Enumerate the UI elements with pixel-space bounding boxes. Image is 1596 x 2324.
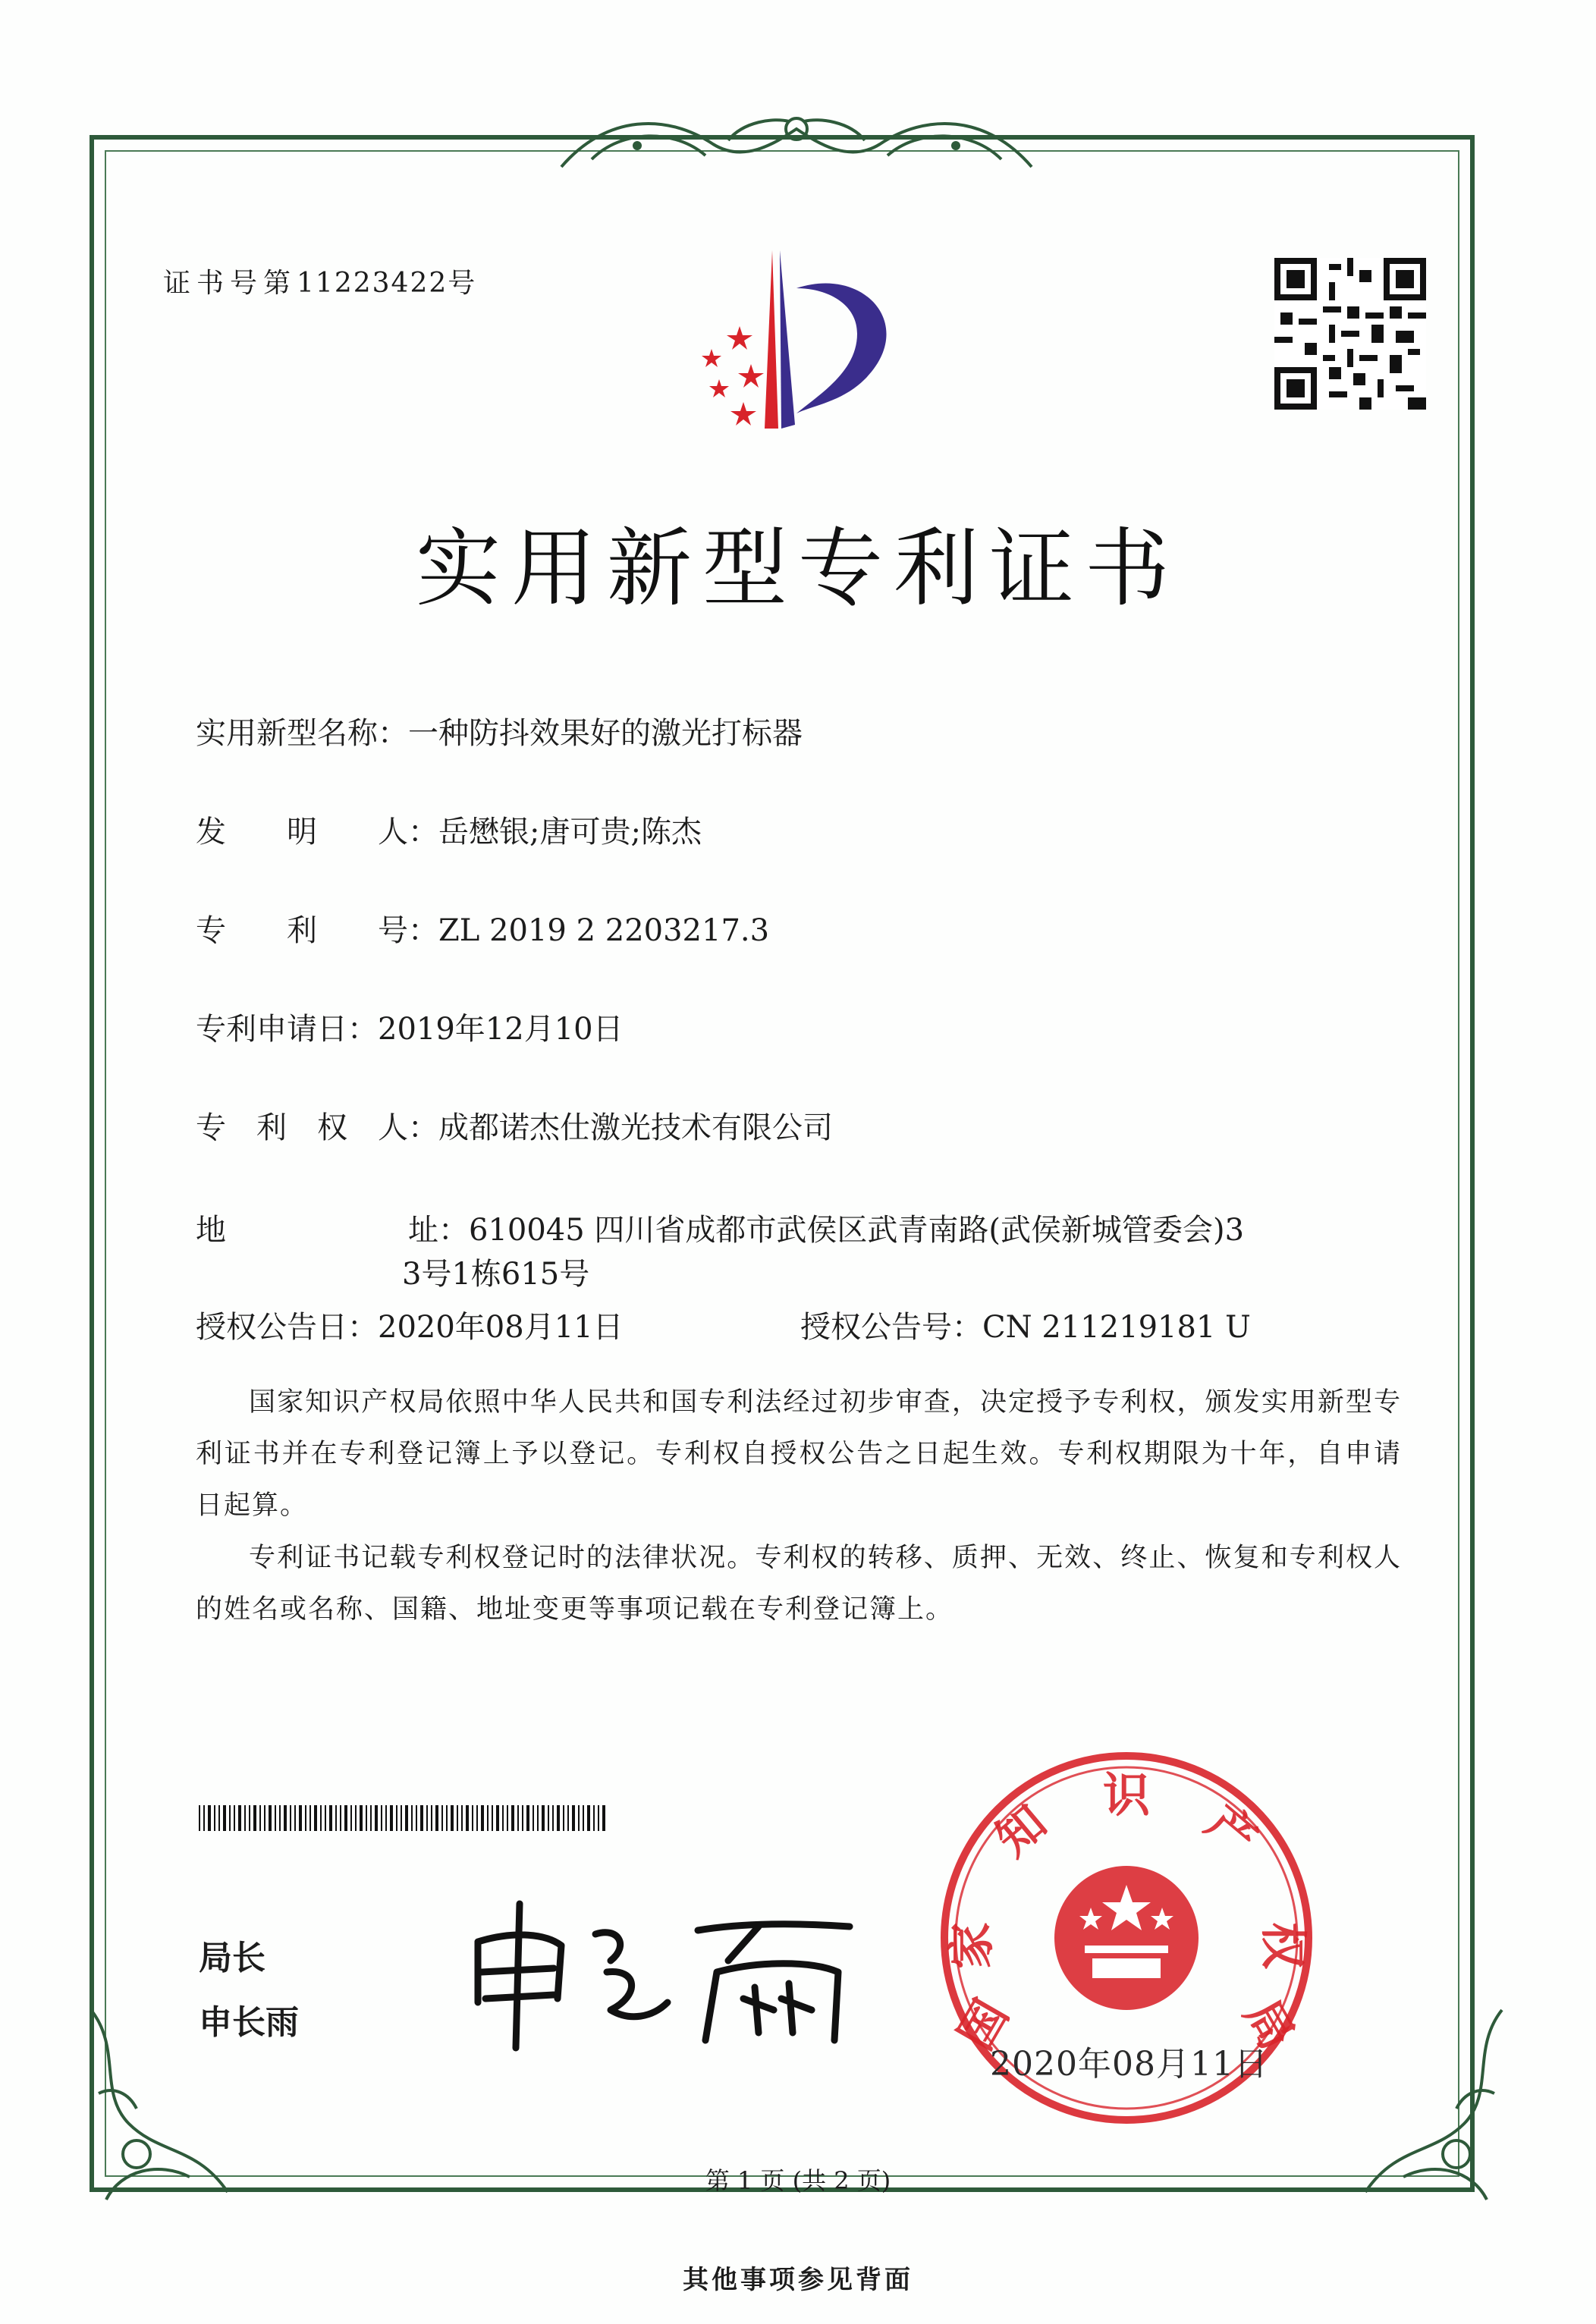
certificate-title: 实用新型专利证书 [416,520,1180,618]
address-value-line1: 610045 四川省成都市武侯区武青南路(武侯新城管委会)3 [469,1213,1245,1248]
top-ornament-icon [546,99,1047,182]
patentee-label: 专 利 权 人： [196,1110,438,1145]
certificate-number-suffix: 号 [448,268,477,299]
grant-number-label: 授权公告号： [800,1310,982,1345]
utility-model-name-label: 实用新型名称： [196,716,408,751]
application-date-row [196,1005,624,1048]
patentee-row [196,1104,833,1147]
svg-text:识: 识 [1102,1767,1151,1823]
svg-text:产: 产 [1195,1794,1268,1867]
patent-number-value: ZL 2019 2 2203217.3 [438,913,770,948]
grant-date-row [196,1303,624,1346]
footer-note: 其他事项参见背面 [683,2265,913,2295]
patent-number-row [196,906,769,950]
barcode-icon [199,1805,608,1831]
svg-text:权: 权 [1255,1921,1311,1970]
certificate-number-label: 证书号第 [163,268,297,299]
grant-date-label: 授权公告日： [196,1310,378,1345]
page-number: 第 1 页 (共 2 页) [705,2166,891,2195]
grant-number-value: CN 211219181 U [982,1310,1251,1345]
svg-text:家: 家 [944,1921,999,1970]
body-paragraph-1: 国家知识产权局依照中华人民共和国专利法经过初步审查，决定授予专利权，颁发实用新型专利证书并在专利登记簿上予以登记。专利权自授权公告之日起生效。专利权期限为十年，自申请日起算。 [196,1387,1402,1521]
address-row [196,1206,1244,1249]
svg-text:局: 局 [1233,1990,1305,2059]
qr-code-icon [1274,258,1426,410]
director-title: 局长 [199,1939,265,1977]
application-date-label: 专利申请日： [196,1012,378,1047]
certificate-number [163,262,476,300]
handwritten-signature [455,1889,880,2055]
grant-number-row [800,1303,1251,1346]
application-date-value: 2019年12月10日 [378,1012,624,1047]
cnipa-emblem-icon [668,243,925,448]
svg-text:国: 国 [947,1990,1019,2059]
address-value-line2: 3号1栋615号 [402,1257,590,1292]
body-paragraph-2: 专利证书记载专利权登记时的法律状况。专利权的转移、质押、无效、终止、恢复和专利权人的姓名或名称、国籍、地址变更等事项记载在专利登记簿上。 [196,1543,1402,1625]
inventor-row [196,808,702,851]
patent-number-label: 专 利 号： [196,913,438,948]
certificate-number-value: 11223422 [297,268,448,299]
grant-date-value: 2020年08月11日 [378,1310,624,1345]
utility-model-name-value: 一种防抖效果好的激光打标器 [408,716,803,751]
address-label: 地 址： [196,1213,469,1248]
inventor-value: 岳懋银;唐可贵;陈杰 [438,815,702,850]
svg-text:知: 知 [985,1794,1057,1867]
utility-model-name-row [196,709,803,752]
patentee-value: 成都诺杰仕激光技术有限公司 [438,1110,833,1145]
inventor-label: 发 明 人： [196,815,438,850]
director-name: 申长雨 [199,2003,299,2042]
seal-date: 2020年08月11日 [990,2045,1268,2084]
